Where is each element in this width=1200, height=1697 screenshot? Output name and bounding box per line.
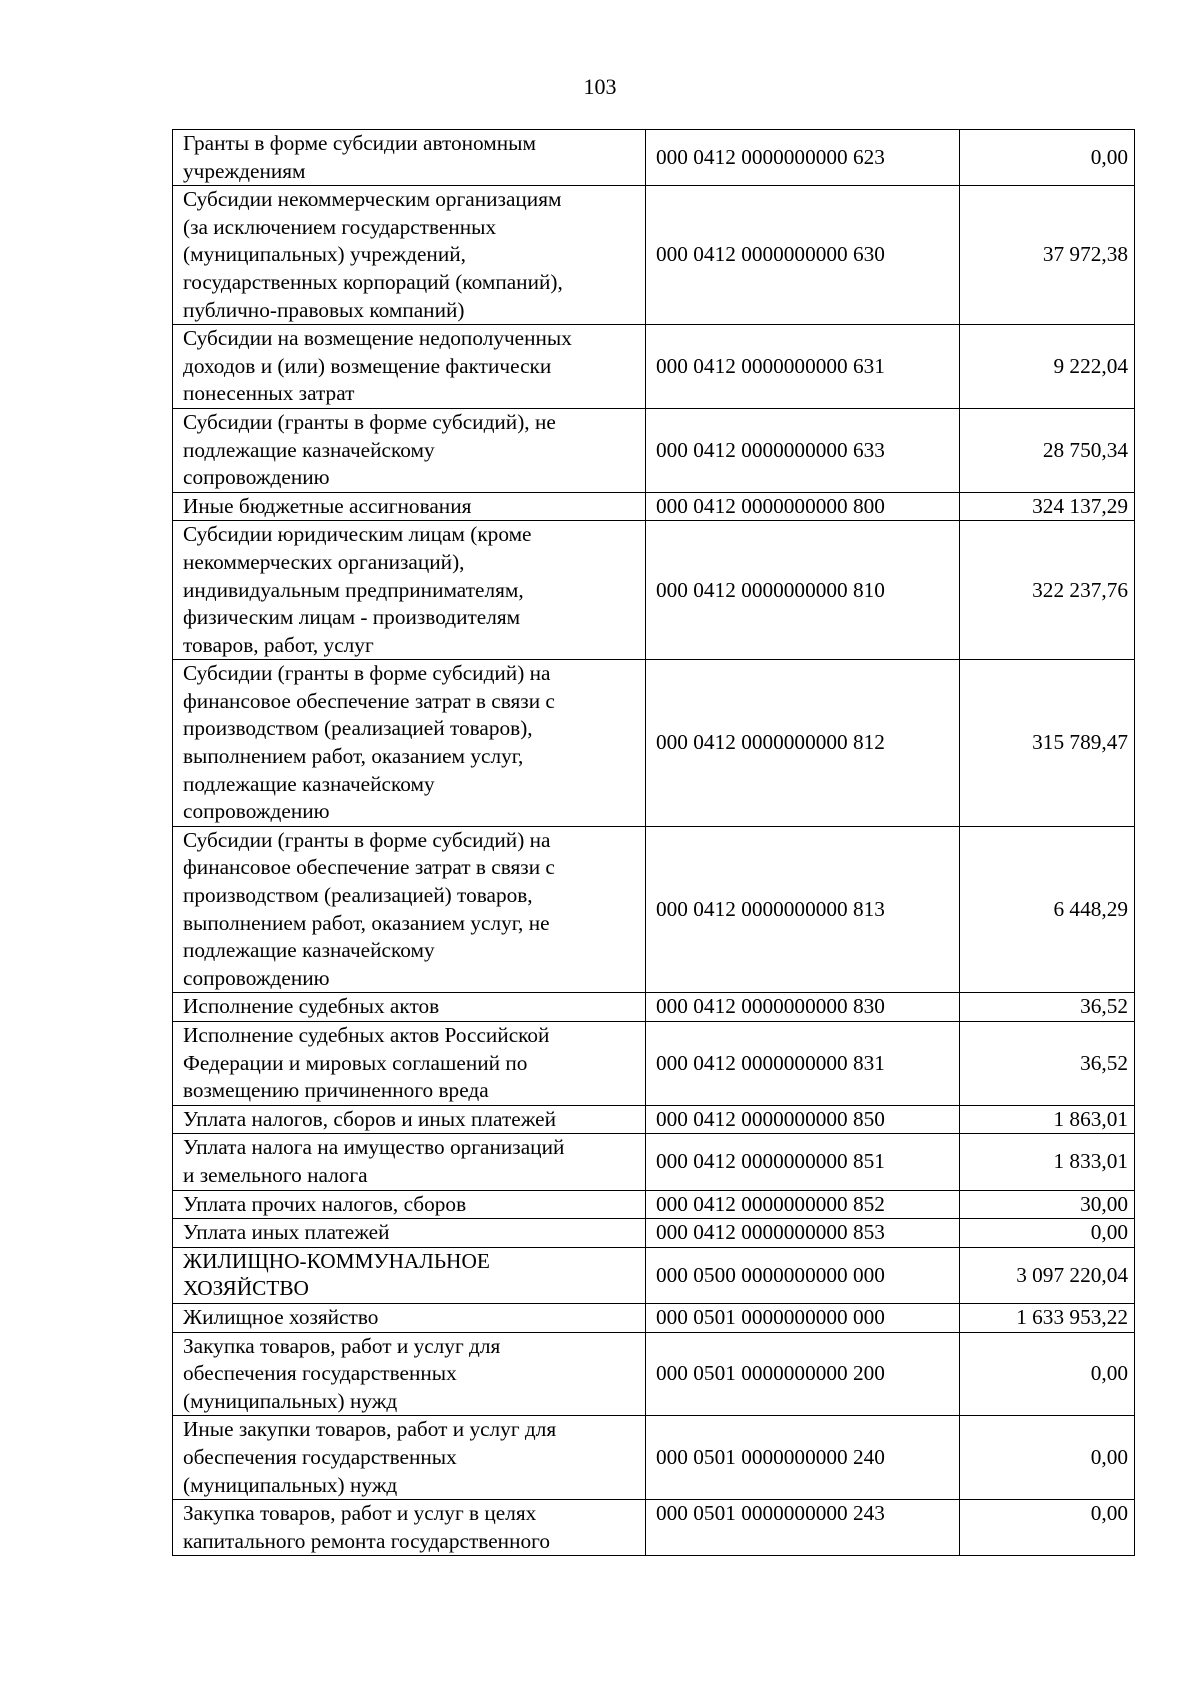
row-name: Субсидии юридическим лицам (кроме некоммерческих организаций), индивидуальным предпринимателям, физическим лицам - производителям товаров, работ, услуг — [173, 521, 646, 660]
table-row — [173, 1416, 1135, 1500]
row-amount: 1 863,01 — [960, 1105, 1135, 1134]
row-code: 000 0501 0000000000 243 — [646, 1500, 960, 1556]
row-name: Жилищное хозяйство — [173, 1303, 646, 1332]
table-row — [173, 325, 1135, 409]
row-amount: 1 633 953,22 — [960, 1303, 1135, 1332]
row-amount: 0,00 — [960, 1332, 1135, 1416]
row-name: Уплата иных платежей — [173, 1219, 646, 1248]
row-name: Закупка товаров, работ и услуг для обеспечения государственных (муниципальных) нужд — [173, 1332, 646, 1416]
page-number: 103 — [583, 74, 617, 99]
row-name: Субсидии (гранты в форме субсидий) на финансовое обеспечение затрат в связи с производством (реализацией) товаров, выполнением работ, оказанием услуг, не подлежащие казначейскому сопровождению — [173, 826, 646, 993]
row-code: 000 0412 0000000000 813 — [646, 826, 960, 993]
row-name: Иные закупки товаров, работ и услуг для обеспечения государственных (муниципальных) нужд — [173, 1416, 646, 1500]
table-row — [173, 1190, 1135, 1219]
table-row — [173, 660, 1135, 827]
budget-table — [172, 129, 1135, 1556]
table-row — [173, 1219, 1135, 1248]
row-amount: 0,00 — [960, 130, 1135, 186]
row-amount: 9 222,04 — [960, 325, 1135, 409]
row-code: 000 0412 0000000000 800 — [646, 492, 960, 521]
row-name: Субсидии некоммерческим организациям (за исключением государственных (муниципальных) учреждений, государственных корпораций (компаний), публично-правовых компаний) — [173, 186, 646, 325]
row-code: 000 0412 0000000000 630 — [646, 186, 960, 325]
row-code: 000 0500 0000000000 000 — [646, 1247, 960, 1303]
row-name: Уплата налогов, сборов и иных платежей — [173, 1105, 646, 1134]
table-row — [173, 1134, 1135, 1190]
table-row — [173, 993, 1135, 1022]
table-row — [173, 492, 1135, 521]
row-code: 000 0412 0000000000 850 — [646, 1105, 960, 1134]
row-name: Гранты в форме субсидии автономным учреждениям — [173, 130, 646, 186]
row-amount: 36,52 — [960, 993, 1135, 1022]
table-row — [173, 408, 1135, 492]
row-amount: 3 097 220,04 — [960, 1247, 1135, 1303]
row-amount: 30,00 — [960, 1190, 1135, 1219]
row-name: ЖИЛИЩНО-КОММУНАЛЬНОЕ ХОЗЯЙСТВО — [173, 1247, 646, 1303]
row-name: Закупка товаров, работ и услуг в целях капитального ремонта государственного — [173, 1500, 646, 1556]
table-row — [173, 1303, 1135, 1332]
row-code: 000 0412 0000000000 853 — [646, 1219, 960, 1248]
table-row — [173, 1500, 1135, 1556]
table-row — [173, 521, 1135, 660]
row-amount: 0,00 — [960, 1219, 1135, 1248]
row-name: Уплата прочих налогов, сборов — [173, 1190, 646, 1219]
row-amount: 315 789,47 — [960, 660, 1135, 827]
row-amount: 322 237,76 — [960, 521, 1135, 660]
table-row — [173, 1105, 1135, 1134]
row-amount: 324 137,29 — [960, 492, 1135, 521]
row-code: 000 0412 0000000000 623 — [646, 130, 960, 186]
row-code: 000 0501 0000000000 000 — [646, 1303, 960, 1332]
row-amount: 6 448,29 — [960, 826, 1135, 993]
row-code: 000 0501 0000000000 200 — [646, 1332, 960, 1416]
row-code: 000 0412 0000000000 852 — [646, 1190, 960, 1219]
table-row — [173, 1022, 1135, 1106]
budget-table-body — [173, 130, 1135, 1556]
row-name: Исполнение судебных актов — [173, 993, 646, 1022]
table-row — [173, 1247, 1135, 1303]
row-name: Исполнение судебных актов Российской Федерации и мировых соглашений по возмещению причиненного вреда — [173, 1022, 646, 1106]
row-code: 000 0412 0000000000 851 — [646, 1134, 960, 1190]
row-code: 000 0412 0000000000 830 — [646, 993, 960, 1022]
row-name: Уплата налога на имущество организаций и земельного налога — [173, 1134, 646, 1190]
row-code: 000 0412 0000000000 631 — [646, 325, 960, 409]
row-amount: 0,00 — [960, 1416, 1135, 1500]
row-code: 000 0412 0000000000 633 — [646, 408, 960, 492]
row-name: Субсидии на возмещение недополученных доходов и (или) возмещение фактически понесенных затрат — [173, 325, 646, 409]
row-code: 000 0412 0000000000 831 — [646, 1022, 960, 1106]
row-code: 000 0412 0000000000 810 — [646, 521, 960, 660]
row-amount: 0,00 — [960, 1500, 1135, 1556]
row-amount: 1 833,01 — [960, 1134, 1135, 1190]
table-row — [173, 130, 1135, 186]
row-code: 000 0501 0000000000 240 — [646, 1416, 960, 1500]
table-row — [173, 186, 1135, 325]
row-name: Иные бюджетные ассигнования — [173, 492, 646, 521]
table-row — [173, 1332, 1135, 1416]
row-amount: 28 750,34 — [960, 408, 1135, 492]
row-code: 000 0412 0000000000 812 — [646, 660, 960, 827]
row-name: Субсидии (гранты в форме субсидий), не подлежащие казначейскому сопровождению — [173, 408, 646, 492]
row-amount: 37 972,38 — [960, 186, 1135, 325]
row-amount: 36,52 — [960, 1022, 1135, 1106]
row-name: Субсидии (гранты в форме субсидий) на финансовое обеспечение затрат в связи с производством (реализацией товаров), выполнением работ, оказанием услуг, подлежащие казначейскому сопровождению — [173, 660, 646, 827]
table-row — [173, 826, 1135, 993]
